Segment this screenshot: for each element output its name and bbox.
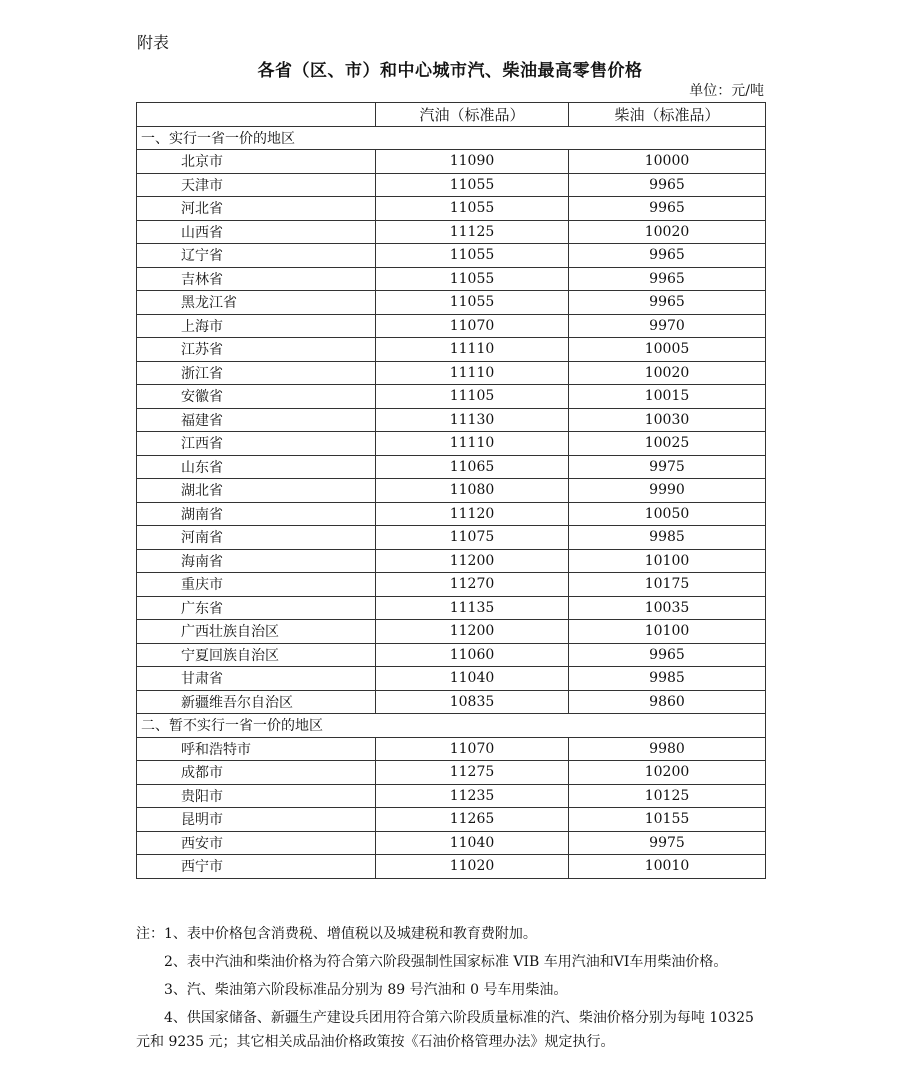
- region-name-cell: 安徽省: [137, 385, 376, 409]
- section-row: [137, 126, 766, 150]
- gasoline-price-cell: 11110: [376, 432, 569, 456]
- region-name-cell: 湖南省: [137, 502, 376, 526]
- unit-label: 单位：元/吨: [689, 83, 764, 99]
- note-4: 4、供国家储备、新疆生产建设兵团用符合第六阶段质量标准的汽、柴油价格分别为每吨 10325 元和 9235 元；其它相关成品油价格政策按《石油价格管理办法》规定执行。: [136, 1010, 754, 1050]
- diesel-price-cell: 10155: [569, 808, 766, 832]
- table-row: [137, 197, 766, 221]
- region-name-cell: 宁夏回族自治区: [137, 643, 376, 667]
- region-name-cell: 昆明市: [137, 808, 376, 832]
- table-row: [137, 432, 766, 456]
- gasoline-price-cell: 11135: [376, 596, 569, 620]
- region-name-cell: 西宁市: [137, 855, 376, 879]
- diesel-price-cell: 10020: [569, 361, 766, 385]
- diesel-price-cell: 9965: [569, 244, 766, 268]
- gasoline-price-cell: 11200: [376, 620, 569, 644]
- region-name-cell: 辽宁省: [137, 244, 376, 268]
- region-name-cell: 甘肃省: [137, 667, 376, 691]
- header-diesel: 柴油（标准品）: [569, 103, 766, 127]
- section-title: 一、实行一省一价的地区: [137, 126, 766, 150]
- table-row: [137, 408, 766, 432]
- table-row: [137, 244, 766, 268]
- table-row: [137, 784, 766, 808]
- notes: [136, 922, 768, 1058]
- diesel-price-cell: 10015: [569, 385, 766, 409]
- region-name-cell: 吉林省: [137, 267, 376, 291]
- table-row: [137, 690, 766, 714]
- table-row: [137, 831, 766, 855]
- diesel-price-cell: 10025: [569, 432, 766, 456]
- header-region: [137, 103, 376, 127]
- document-title: 各省（区、市）和中心城市汽、柴油最高零售价格: [257, 61, 643, 81]
- diesel-price-cell: 9975: [569, 455, 766, 479]
- note-1: 注：1、表中价格包含消费税、增值税以及城建税和教育费附加。: [136, 926, 537, 942]
- gasoline-price-cell: 11200: [376, 549, 569, 573]
- table-row: [137, 737, 766, 761]
- region-name-cell: 浙江省: [137, 361, 376, 385]
- gasoline-price-cell: 11055: [376, 197, 569, 221]
- region-name-cell: 山东省: [137, 455, 376, 479]
- diesel-price-cell: 10020: [569, 220, 766, 244]
- gasoline-price-cell: 11080: [376, 479, 569, 503]
- diesel-price-cell: 10200: [569, 761, 766, 785]
- diesel-price-cell: 10050: [569, 502, 766, 526]
- note-3: 3、汽、柴油第六阶段标准品分别为 89 号汽油和 0 号车用柴油。: [164, 982, 568, 998]
- gasoline-price-cell: 11070: [376, 314, 569, 338]
- attachment-label: 附表: [137, 33, 170, 52]
- gasoline-price-cell: 11105: [376, 385, 569, 409]
- table-row: [137, 455, 766, 479]
- table-row: [137, 667, 766, 691]
- section-title: 二、暂不实行一省一价的地区: [137, 714, 766, 738]
- region-name-cell: 广东省: [137, 596, 376, 620]
- table-row: [137, 150, 766, 174]
- table-row: [137, 479, 766, 503]
- table-header-row: [137, 103, 766, 127]
- gasoline-price-cell: 11235: [376, 784, 569, 808]
- gasoline-price-cell: 11065: [376, 455, 569, 479]
- diesel-price-cell: 10010: [569, 855, 766, 879]
- gasoline-price-cell: 10835: [376, 690, 569, 714]
- table-row: [137, 643, 766, 667]
- diesel-price-cell: 9965: [569, 173, 766, 197]
- diesel-price-cell: 9970: [569, 314, 766, 338]
- table-row: [137, 855, 766, 879]
- gasoline-price-cell: 11075: [376, 526, 569, 550]
- region-name-cell: 湖北省: [137, 479, 376, 503]
- diesel-price-cell: 10125: [569, 784, 766, 808]
- diesel-price-cell: 10035: [569, 596, 766, 620]
- region-name-cell: 成都市: [137, 761, 376, 785]
- region-name-cell: 黑龙江省: [137, 291, 376, 315]
- diesel-price-cell: 10175: [569, 573, 766, 597]
- region-name-cell: 海南省: [137, 549, 376, 573]
- diesel-price-cell: 9985: [569, 526, 766, 550]
- region-name-cell: 天津市: [137, 173, 376, 197]
- diesel-price-cell: 10100: [569, 549, 766, 573]
- header-gasoline: 汽油（标准品）: [376, 103, 569, 127]
- region-name-cell: 山西省: [137, 220, 376, 244]
- diesel-price-cell: 9985: [569, 667, 766, 691]
- table-row: [137, 502, 766, 526]
- diesel-price-cell: 10000: [569, 150, 766, 174]
- region-name-cell: 呼和浩特市: [137, 737, 376, 761]
- gasoline-price-cell: 11125: [376, 220, 569, 244]
- diesel-price-cell: 9990: [569, 479, 766, 503]
- gasoline-price-cell: 11060: [376, 643, 569, 667]
- note-2: 2、表中汽油和柴油价格为符合第六阶段强制性国家标准 VIB 车用汽油和VI车用柴油价格。: [164, 954, 728, 970]
- region-name-cell: 北京市: [137, 150, 376, 174]
- gasoline-price-cell: 11055: [376, 267, 569, 291]
- table-row: [137, 526, 766, 550]
- table-row: [137, 596, 766, 620]
- table-body: [137, 126, 766, 878]
- gasoline-price-cell: 11040: [376, 831, 569, 855]
- region-name-cell: 新疆维吾尔自治区: [137, 690, 376, 714]
- table-row: [137, 361, 766, 385]
- section-row: [137, 714, 766, 738]
- gasoline-price-cell: 11110: [376, 338, 569, 362]
- region-name-cell: 上海市: [137, 314, 376, 338]
- gasoline-price-cell: 11265: [376, 808, 569, 832]
- region-name-cell: 江苏省: [137, 338, 376, 362]
- gasoline-price-cell: 11110: [376, 361, 569, 385]
- gasoline-price-cell: 11130: [376, 408, 569, 432]
- region-name-cell: 河南省: [137, 526, 376, 550]
- diesel-price-cell: 9980: [569, 737, 766, 761]
- table-row: [137, 549, 766, 573]
- table-row: [137, 761, 766, 785]
- table-row: [137, 267, 766, 291]
- diesel-price-cell: 9965: [569, 643, 766, 667]
- gasoline-price-cell: 11055: [376, 291, 569, 315]
- gasoline-price-cell: 11020: [376, 855, 569, 879]
- table-row: [137, 620, 766, 644]
- table-row: [137, 291, 766, 315]
- diesel-price-cell: 9965: [569, 267, 766, 291]
- price-table: [136, 102, 766, 879]
- table-row: [137, 338, 766, 362]
- table-row: [137, 314, 766, 338]
- gasoline-price-cell: 11275: [376, 761, 569, 785]
- gasoline-price-cell: 11055: [376, 244, 569, 268]
- region-name-cell: 重庆市: [137, 573, 376, 597]
- table-row: [137, 808, 766, 832]
- diesel-price-cell: 10100: [569, 620, 766, 644]
- region-name-cell: 福建省: [137, 408, 376, 432]
- gasoline-price-cell: 11270: [376, 573, 569, 597]
- gasoline-price-cell: 11070: [376, 737, 569, 761]
- diesel-price-cell: 10005: [569, 338, 766, 362]
- region-name-cell: 西安市: [137, 831, 376, 855]
- region-name-cell: 河北省: [137, 197, 376, 221]
- table-row: [137, 220, 766, 244]
- gasoline-price-cell: 11120: [376, 502, 569, 526]
- table-row: [137, 385, 766, 409]
- region-name-cell: 江西省: [137, 432, 376, 456]
- region-name-cell: 贵阳市: [137, 784, 376, 808]
- diesel-price-cell: 9965: [569, 291, 766, 315]
- table-row: [137, 573, 766, 597]
- region-name-cell: 广西壮族自治区: [137, 620, 376, 644]
- gasoline-price-cell: 11090: [376, 150, 569, 174]
- gasoline-price-cell: 11040: [376, 667, 569, 691]
- diesel-price-cell: 9860: [569, 690, 766, 714]
- table-row: [137, 173, 766, 197]
- diesel-price-cell: 9965: [569, 197, 766, 221]
- gasoline-price-cell: 11055: [376, 173, 569, 197]
- diesel-price-cell: 10030: [569, 408, 766, 432]
- diesel-price-cell: 9975: [569, 831, 766, 855]
